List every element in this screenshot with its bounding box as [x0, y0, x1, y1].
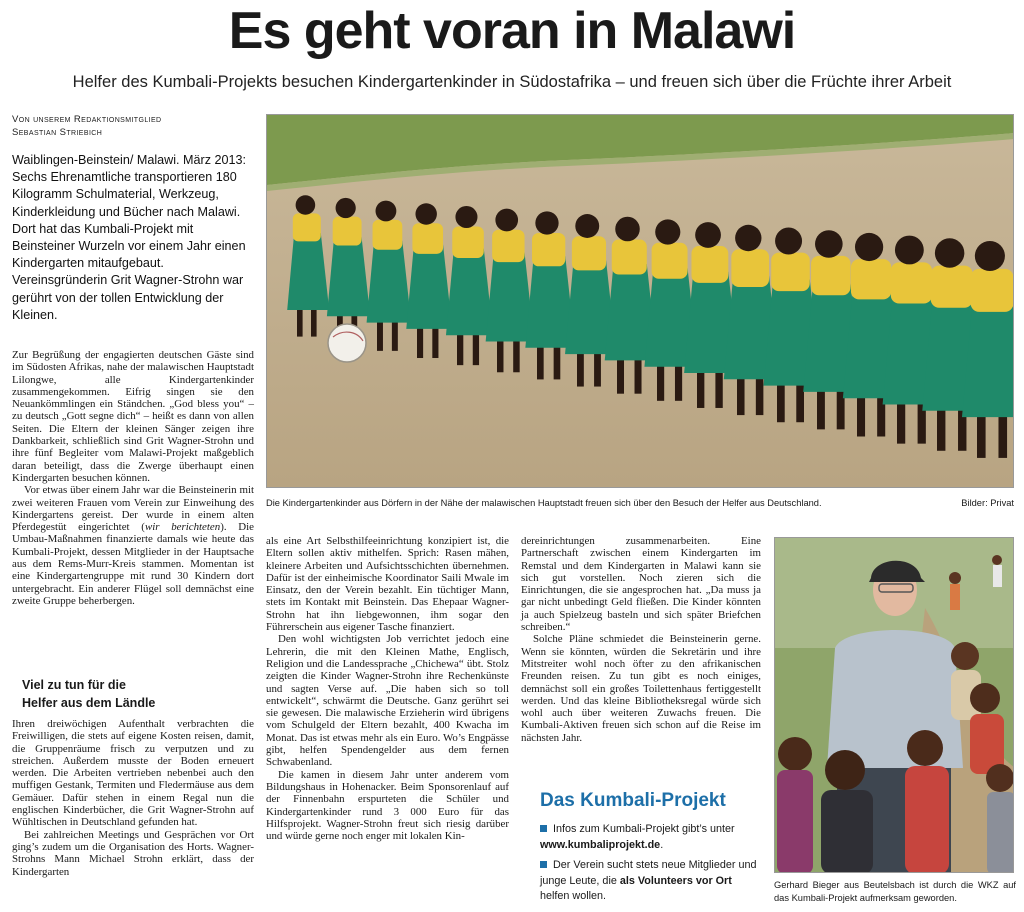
- article-column-1b: [12, 718, 254, 878]
- paragraph: Bei zahlreichen Meetings und Gesprächen vor Ort ging’s zudem um die Organisation des Horts. Wagner-Strohns Mann Michael Strohn erklärt, dass der Kindergarten: [12, 828, 254, 878]
- paragraph: Den wohl wichtigsten Job verrichtet jedoch eine Lehrerin, die mit den Kleinen Mathe, Englisch, Religion und die Landessprache „Chichewa“ übt. Stolz zeigten die Kinder Wagner-Strohn ihre Rechenkünste und sagten Verse auf. „Die haben sich so toll entwickelt“, schwärmt die Deutsche. Ganz gerührt sei sie gewesen. Die malawische Erzieherin wird übrigens vom Schulgeld der Eltern bezahlt, 400 Kwacha im Monat. Das ist etwas mehr als ein Euro. Wo’s Engpässe gibt, helfen Spendengelder aus dem fernen Schwabenland.: [266, 633, 509, 769]
- main-photo: [266, 114, 1014, 488]
- main-photo-caption: Die Kindergartenkinder aus Dörfern in der Nähe der malawischen Hauptstadt freuen sich über den Besuch der Helfer aus Deutschland.: [266, 498, 822, 508]
- byline-author-name: Sebastian Striebich: [12, 127, 103, 138]
- subheading-line: Helfer aus dem Ländle: [22, 696, 156, 710]
- info-emphasis: als Volunteers vor Ort: [619, 874, 732, 887]
- article-column-3: [521, 535, 761, 744]
- section-subheading: [22, 676, 254, 712]
- main-photo-image: [267, 115, 1014, 488]
- info-text: Infos zum Kumbali-Projekt gibt’s unter: [553, 823, 735, 835]
- paragraph: Die kamen in diesem Jahr unter anderem vom Bildungshaus in Hohenacker. Beim Sponsorenlauf auf der Finnenbahn erspurteten die Schüler und Kindergartenkinder rund 3 000 Euro für das Hilfsprojekt. Wagner-Strohn freut sich riesig darüber und würde gerne noch enger mit lokalen Kin-: [266, 768, 509, 843]
- paragraph: als eine Art Selbsthilfeeinrichtung konzipiert ist, die Eltern sollen aktiv mithelfen. Sprich: Rasen mähen, kleinere Arbeiten und Aufsichtsschichten übernehmen. Dafür ist der einheimische Koordinator Saili Mwale im Einsatz, den der Verein bezahlt. Ein tüchtiger Mann, stets im Kontakt mit Beinstein. Das Ehepaar Wagner-Strohn hat ihn liebgewonnen, ihm sogar den Führerschein aus eigener Tasche finanziert.: [266, 535, 509, 634]
- website-link[interactable]: www.kumbaliprojekt.de: [540, 838, 661, 851]
- square-bullet-icon: [540, 861, 547, 868]
- italic-note: wir berichteten: [144, 521, 221, 534]
- info-text: Der Verein sucht stets neue Mitglieder und junge Leute, die: [540, 859, 757, 887]
- text-run: Vor etwas über einem Jahr war die Beinsteinerin mit zwei weiteren Frauen vom Verein zur Einweihung des Kindergartens gereist. Der wurde in einem alten Pferdegestüt eingerichtet (: [12, 484, 254, 534]
- text-run: ). Die Umbau-Maßnahmen finanzierte damals wie heute das Kumbali-Projekt, dessen Mitglieder in der Hauptsache aus dem Rems-Murr-Kreis stammen. Momentan ist eine Kindergartengruppe mit rund 30 Kindern dort untergebracht. Ein anderer Flügel soll demnächst eine zweite Gruppe beherbergen.: [12, 521, 254, 607]
- side-photo: [774, 537, 1014, 873]
- side-photo-image: [775, 538, 1014, 873]
- byline-author-role: Von unserem Redaktionsmitglied: [12, 114, 162, 125]
- lead-paragraph: [12, 152, 254, 324]
- headline: Es geht voran in Malawi: [228, 2, 796, 60]
- photo-credit: Bilder: Privat: [961, 498, 1014, 508]
- info-text: helfen wollen.: [540, 890, 607, 902]
- info-text: .: [660, 838, 664, 851]
- square-bullet-icon: [540, 825, 547, 832]
- paragraph: dereinrichtungen zusammenarbeiten. Eine Partnerschaft zwischen einem Kindergarten im Remstal und dem Kindergarten in Malawi kann sie sich gut vorstellen. Noch zieren sich die Einrichtungen, die sie angesprochen hat. „Da muss ja gar nicht unbedingt Geld fließen. Die Kinder könnten ja auch Spielzeug basteln und sich später Briefchen schreiben.“: [521, 535, 761, 634]
- info-item-website: [540, 822, 760, 853]
- article-column-1a: [12, 349, 254, 607]
- paragraph: [12, 484, 254, 607]
- article-column-2: [266, 535, 509, 842]
- info-box: [540, 788, 760, 910]
- subheadline: Helfer des Kumbali-Projekts besuchen Kindergartenkinder in Südostafrika – und freuen sich über die Früchte ihrer Arbeit: [72, 73, 952, 91]
- info-item-volunteers: [540, 858, 760, 905]
- side-photo-caption: Gerhard Bieger aus Beutelsbach ist durch die WKZ auf das Kumbali-Projekt aufmerksam geworden.: [774, 880, 1016, 903]
- subheading-line: Viel zu tun für die: [22, 678, 126, 692]
- paragraph: Zur Begrüßung der engagierten deutschen Gäste sind im Südosten Afrikas, nahe der malawischen Hauptstadt Lilongwe, alle Kindergartenkinder zusammengekommen. Eifrig singen sie den Neuankömmlingen ein Ständchen. „God bless you“ – zu deutsch „Gott segne dich“ – heißt es dann von allen Seiten. Die Eltern der kleinen Sänger zeigen ihre Dankbarkeit, schließlich sind Grit Wagner-Strohn und ihre fünf Begleiter vom Malawi-Projekt maßgeblich daran beteiligt, dass die Zwerge überhaupt einen Kindergarten besuchen können.: [12, 349, 254, 484]
- info-box-title: Das Kumbali-Projekt: [540, 790, 726, 811]
- paragraph: Solche Pläne schmiedet die Beinsteinerin gerne. Wenn sie könnten, würden die Sekretärin und ihre Mitstreiter wohl noch öfter zu den afrikanischen Freunden reisen. Zu tun gibt es noch einiges, demnächst soll ein großes Toilettenhaus fertiggestellt werden. Und das kleine Bibliotheksregal würde sich wohl auch über weiteren Zuwachs freuen. Die Kumbali-Aktiven freuen sich schon auf die Reise im nächsten Jahr.: [521, 633, 761, 744]
- paragraph: Ihren dreiwöchigen Aufenthalt verbrachten die Freiwilligen, die stets auf eigene Kosten reisen, damit, die Gruppenräume frisch zu verputzen und zu streichen. Außerdem musste der Boden erneuert werden. Die Arbeiten vertrieben nebenbei auch den muffigen Gestank, Termiten und Fledermäuse aus dem Gemäuer. Dafür stehen in einem Regal nun die englischen Kinderbücher, die Grit Wagner-Strohn auf Wühltischen in Deutschland gefunden hat.: [12, 718, 254, 829]
- lead-text: Waiblingen-Beinstein/ Malawi. März 2013: Sechs Ehrenamtliche transportieren 180 Kilogramm Schulmaterial, Werkzeug, Kinderkleidung und Bücher nach Malawi. Dort hat das Kumbali-Projekt mit Beinsteiner Wurzeln vor einem Jahr einen Kindergarten mitaufgebaut. Vereinsgründerin Grit Wagner-Strohn war gerührt von der tollen Entwicklung der Kleinen.: [12, 153, 247, 322]
